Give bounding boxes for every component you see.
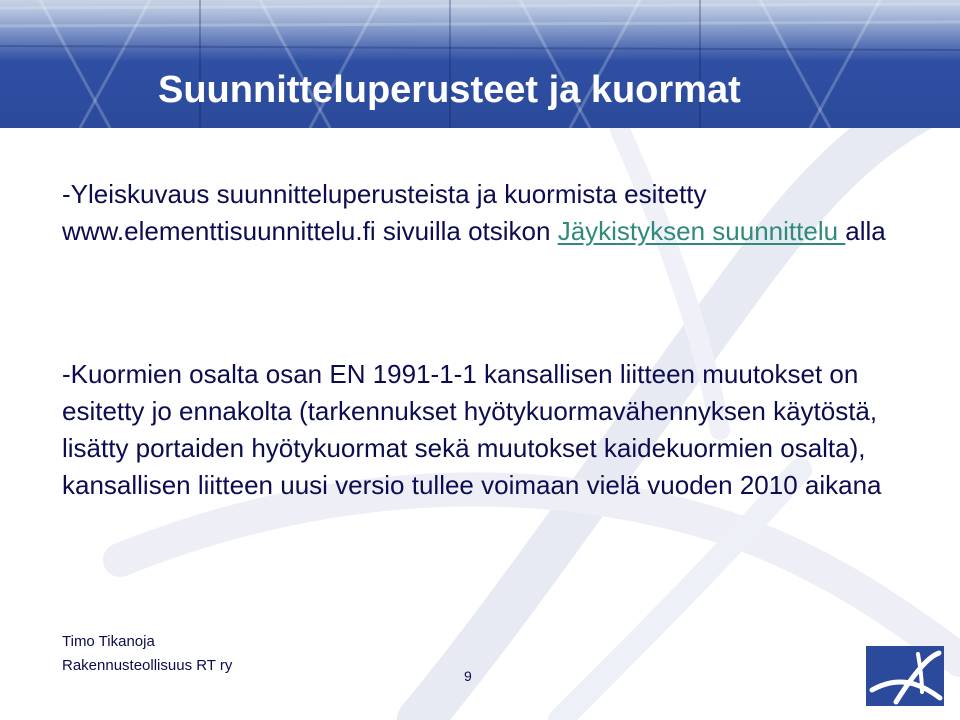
intro-text-end: alla <box>845 216 886 246</box>
intro-text: -Yleiskuvaus suunnitteluperusteista ja kuormista esitetty www.elementtisuunnittelu.fi sivuilla otsikon <box>62 179 707 246</box>
header-banner <box>0 0 960 128</box>
intro-paragraph <box>62 176 922 250</box>
page-number: 9 <box>464 668 472 684</box>
page-title: Suunnitteluperusteet ja kuormat <box>158 69 741 111</box>
footer-author: Timo Tikanoja <box>62 633 155 650</box>
footer-organization: Rakennusteollisuus RT ry <box>62 657 233 674</box>
loads-paragraph: -Kuormien osalta osan EN 1991-1-1 kansallisen liitteen muutokset on esitetty jo ennakolta (tarkennukset hyötykuormavähennyksen käytöstä, lisätty portaiden hyötykuormat sekä muutokset kaidekuormien osalta), kansallisen liitteen uusi versio tullee voimaan vielä vuoden 2010 aikana <box>62 359 882 500</box>
rt-logo-icon <box>866 646 944 706</box>
jaykistyksen-suunnittelu-link[interactable]: Jäykistyksen suunnittelu <box>557 216 846 246</box>
